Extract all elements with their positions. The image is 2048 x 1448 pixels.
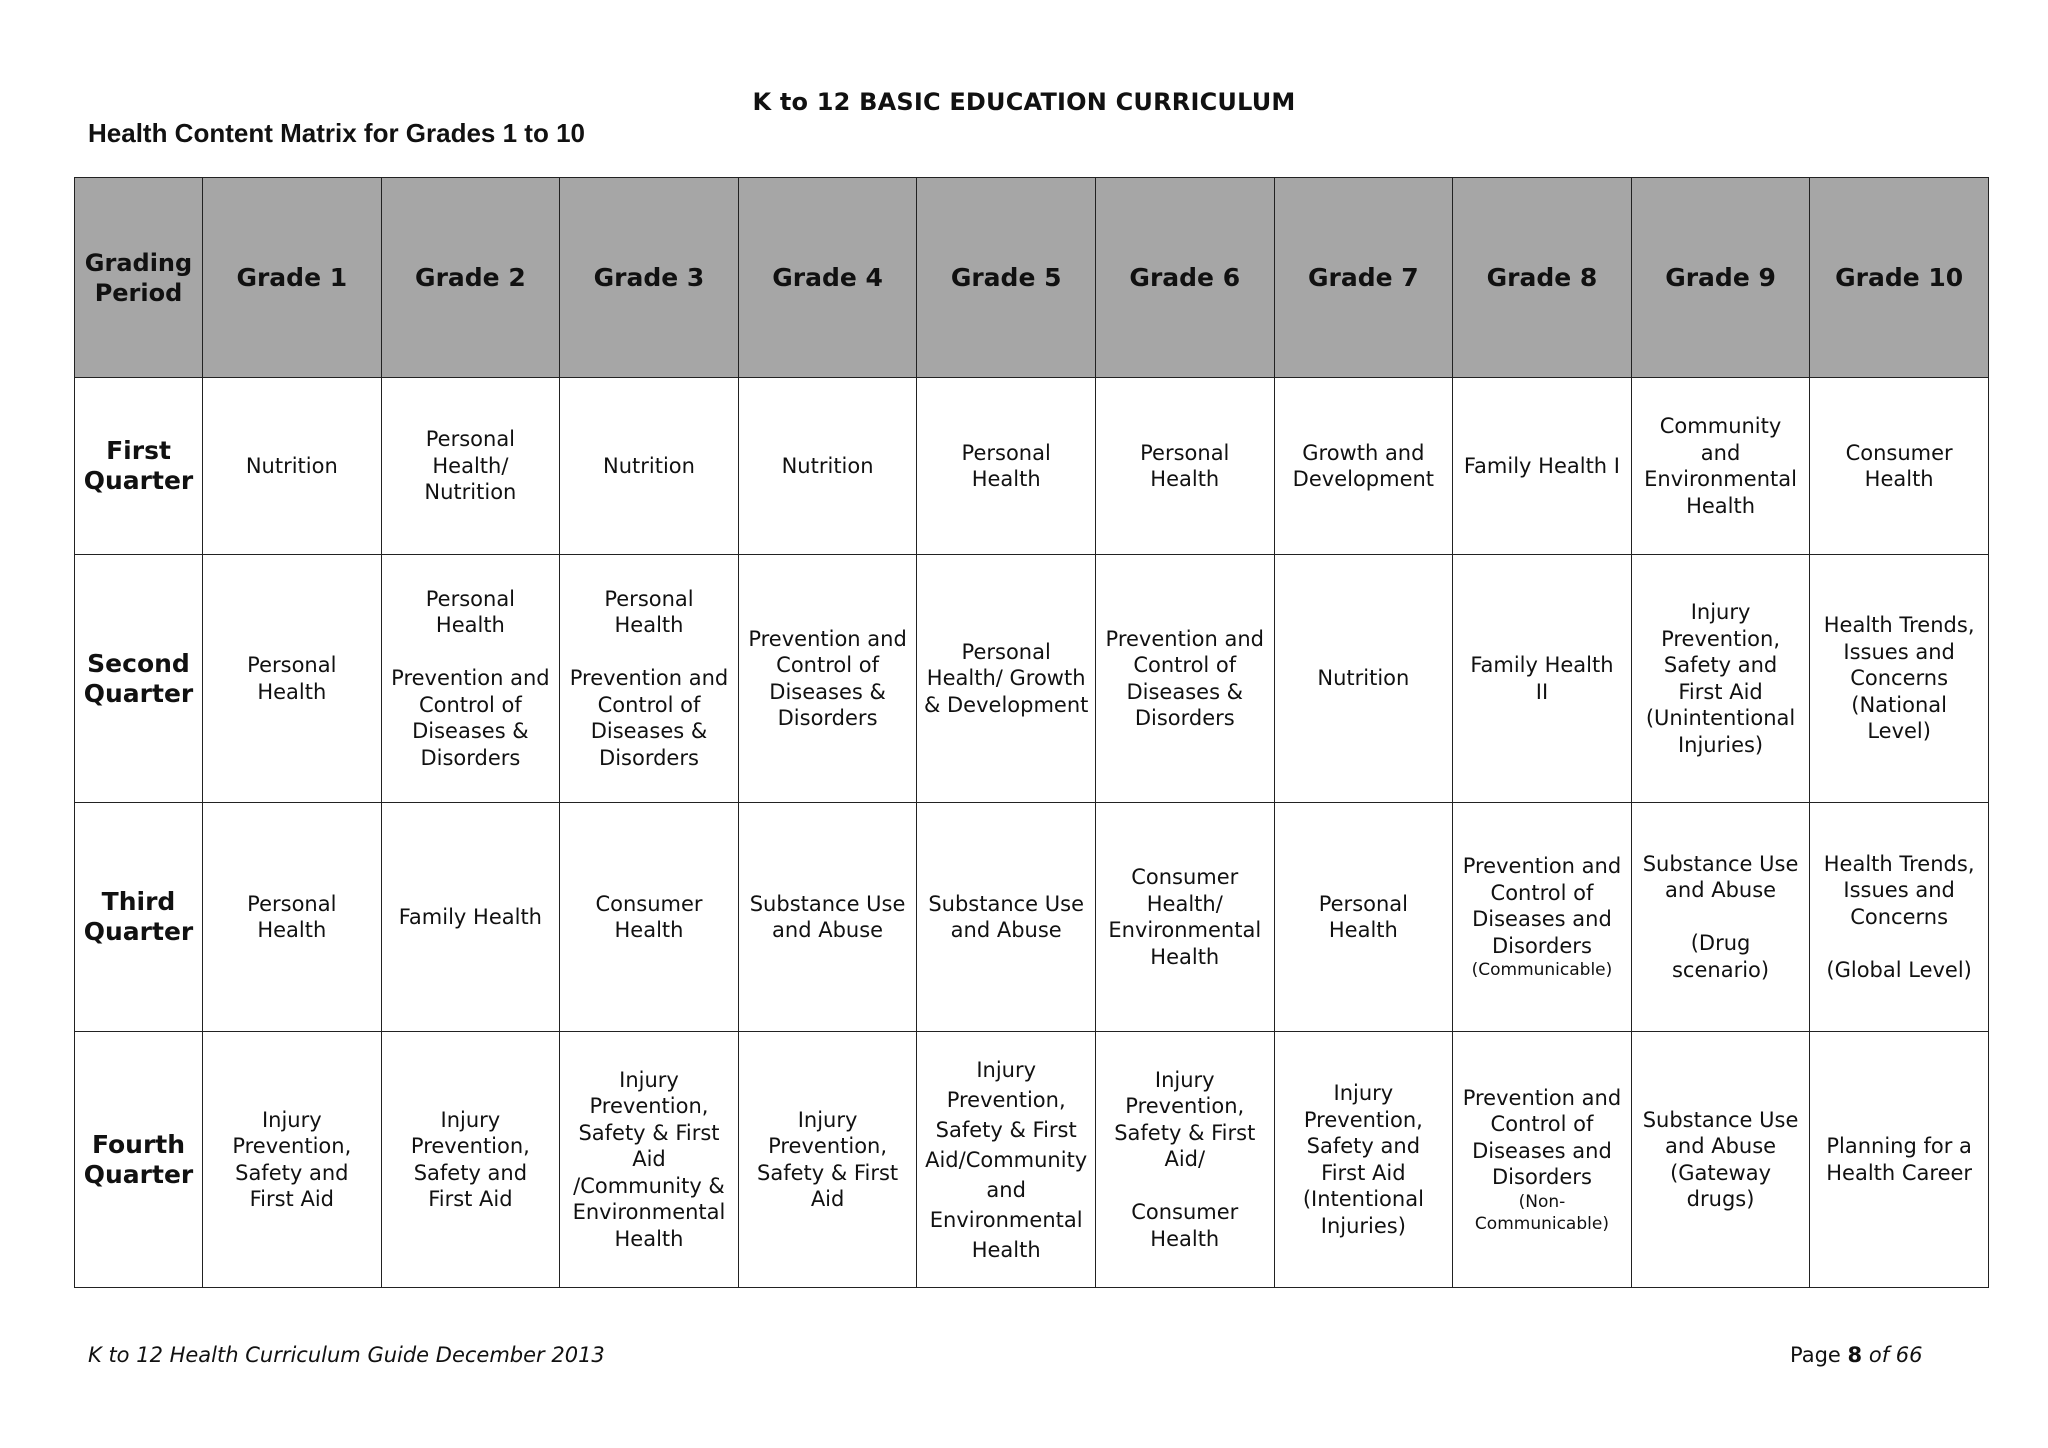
table-cell: Personal Health/ Growth & Development bbox=[917, 555, 1096, 803]
grade-header: Grade 9 bbox=[1631, 178, 1810, 378]
table-cell: Consumer Health bbox=[1810, 378, 1989, 555]
table-cell: Prevention and Control of Diseases & Disorders bbox=[1095, 555, 1274, 803]
table-cell: Injury Prevention, Safety and First Aid (Intentional Injuries) bbox=[1274, 1032, 1453, 1288]
page-total: of 66 bbox=[1868, 1343, 1923, 1367]
grade-header: Grade 4 bbox=[738, 178, 917, 378]
table-cell bbox=[1453, 803, 1632, 1032]
table-cell: Family Health I bbox=[1453, 378, 1632, 555]
page-label: Page bbox=[1790, 1343, 1841, 1367]
table-cell: Nutrition bbox=[203, 378, 382, 555]
table-cell: Consumer Health bbox=[560, 803, 739, 1032]
document-subtitle: Health Content Matrix for Grades 1 to 10 bbox=[88, 118, 585, 148]
document-header-title: K to 12 BASIC EDUCATION CURRICULUM bbox=[752, 88, 1296, 116]
table-cell: Injury Prevention, Safety and First Aid bbox=[381, 1032, 560, 1288]
table-cell: Personal Health bbox=[1095, 378, 1274, 555]
grade-header: Grade 10 bbox=[1810, 178, 1989, 378]
health-content-matrix-table bbox=[74, 177, 1989, 1288]
table-cell: Family Health II bbox=[1453, 555, 1632, 803]
table-cell: Personal Health Prevention and Control of Diseases & Disorders bbox=[381, 555, 560, 803]
table-row-first-quarter bbox=[75, 378, 1989, 555]
cell-note: (Communicable) bbox=[1471, 960, 1613, 980]
table-cell: Personal Health bbox=[917, 378, 1096, 555]
table-cell: Consumer Health/ Environmental Health bbox=[1095, 803, 1274, 1032]
table-row-fourth-quarter bbox=[75, 1032, 1989, 1288]
grade-header: Grade 2 bbox=[381, 178, 560, 378]
grade-header: Grade 7 bbox=[1274, 178, 1453, 378]
table-cell: Nutrition bbox=[1274, 555, 1453, 803]
table-cell: Personal Health bbox=[203, 803, 382, 1032]
grade-header: Grade 8 bbox=[1453, 178, 1632, 378]
table-cell: Growth and Development bbox=[1274, 378, 1453, 555]
table-cell: Injury Prevention, Safety & First Aid/ Consumer Health bbox=[1095, 1032, 1274, 1288]
table-row-second-quarter bbox=[75, 555, 1989, 803]
row-header-fourth-quarter: Fourth Quarter bbox=[75, 1032, 203, 1288]
table-cell: Substance Use and Abuse (Gateway drugs) bbox=[1631, 1032, 1810, 1288]
cell-main-text: Prevention and Control of Diseases and Disorders bbox=[1462, 1085, 1622, 1189]
table-cell: Injury Prevention, Safety & First Aid bbox=[738, 1032, 917, 1288]
grade-header: Grade 5 bbox=[917, 178, 1096, 378]
table-cell: Family Health bbox=[381, 803, 560, 1032]
grade-header: Grade 6 bbox=[1095, 178, 1274, 378]
table-cell: Planning for a Health Career bbox=[1810, 1032, 1989, 1288]
cell-main-text: Prevention and Control of Diseases and Disorders bbox=[1462, 854, 1622, 958]
grade-header: Grade 1 bbox=[203, 178, 382, 378]
table-cell: Health Trends, Issues and Concerns (National Level) bbox=[1810, 555, 1989, 803]
table-cell: Substance Use and Abuse bbox=[738, 803, 917, 1032]
grade-header: Grade 3 bbox=[560, 178, 739, 378]
footer-document-name: K to 12 Health Curriculum Guide December 2013 bbox=[88, 1343, 605, 1367]
table-cell: Community and Environmental Health bbox=[1631, 378, 1810, 555]
footer-page-number bbox=[1790, 1343, 1922, 1367]
table-cell: Personal Health/ Nutrition bbox=[381, 378, 560, 555]
table-cell: Nutrition bbox=[738, 378, 917, 555]
table-cell: Injury Prevention, Safety & First Aid /Community & Environmental Health bbox=[560, 1032, 739, 1288]
table-row-third-quarter bbox=[75, 803, 1989, 1032]
table-cell: Health Trends, Issues and Concerns (Global Level) bbox=[1810, 803, 1989, 1032]
table-cell: Personal Health bbox=[203, 555, 382, 803]
row-header-third-quarter: Third Quarter bbox=[75, 803, 203, 1032]
table-cell: Injury Prevention, Safety and First Aid bbox=[203, 1032, 382, 1288]
table-cell: Substance Use and Abuse (Drug scenario) bbox=[1631, 803, 1810, 1032]
table-cell: Personal Health bbox=[1274, 803, 1453, 1032]
table-header-row bbox=[75, 178, 1989, 378]
table-cell bbox=[1453, 1032, 1632, 1288]
row-header-second-quarter: Second Quarter bbox=[75, 555, 203, 803]
table-cell: Injury Prevention, Safety and First Aid (Unintentional Injuries) bbox=[1631, 555, 1810, 803]
row-header-first-quarter: First Quarter bbox=[75, 378, 203, 555]
cell-note: (Non- Communicable) bbox=[1474, 1191, 1609, 1234]
table-cell: Injury Prevention, Safety & First Aid/Community and Environmental Health bbox=[917, 1032, 1096, 1288]
table-cell: Substance Use and Abuse bbox=[917, 803, 1096, 1032]
page-current: 8 bbox=[1847, 1343, 1863, 1367]
table-cell: Nutrition bbox=[560, 378, 739, 555]
table-cell: Personal Health Prevention and Control of Diseases & Disorders bbox=[560, 555, 739, 803]
grading-period-header: Grading Period bbox=[75, 178, 203, 378]
table-cell: Prevention and Control of Diseases & Disorders bbox=[738, 555, 917, 803]
